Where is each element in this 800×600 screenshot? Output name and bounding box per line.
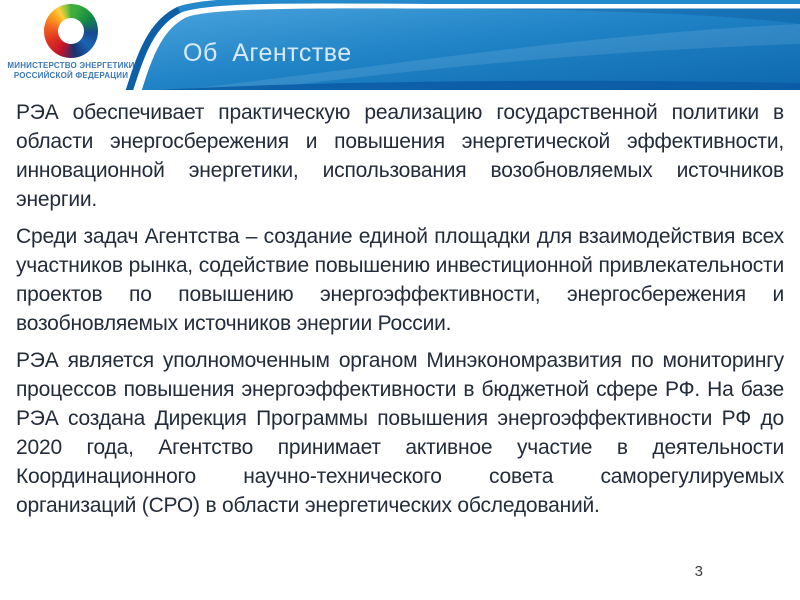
page-number: 3 bbox=[694, 563, 703, 580]
header-banner bbox=[0, 0, 800, 90]
page-title: Об Агентстве bbox=[183, 39, 352, 67]
ministry-name bbox=[5, 61, 137, 81]
body-paragraph: РЭА обеспечивает практическую реализацию государственной политики в области энергосбережения и повышения энергетической эффективности, инновационной энергетики, использования возобновляемых источников энергии. bbox=[16, 101, 784, 211]
ministry-energy-ring-icon bbox=[44, 4, 98, 58]
body-paragraph: Среди задач Агентства – создание единой площадки для взаимодействия всех участников рынка, содействие повышению инвестиционной привлекательности проектов по повышению энергоэффективности, энергосбережения и возобновляемых источников энергии России. bbox=[16, 225, 784, 335]
ministry-logo bbox=[5, 0, 137, 81]
body-paragraph: РЭА является уполномоченным органом Минэкономразвития по мониторингу процессов повышения энергоэффективности в бюджетной сфере РФ. На базе РЭА создана Дирекция Программы повышения энергоэффективности РФ до 2020 года, Агентство принимает активное участие в деятельности Координационного научно-технического совета саморегулируемых организаций (СРО) в области энергетических обследований. bbox=[16, 349, 784, 517]
ministry-name-line2: РОССИЙСКОЙ ФЕДЕРАЦИИ bbox=[13, 71, 129, 80]
content-area bbox=[0, 90, 800, 528]
ministry-name-line1: МИНИСТЕРСТВО ЭНЕРГЕТИКИ bbox=[7, 61, 135, 70]
